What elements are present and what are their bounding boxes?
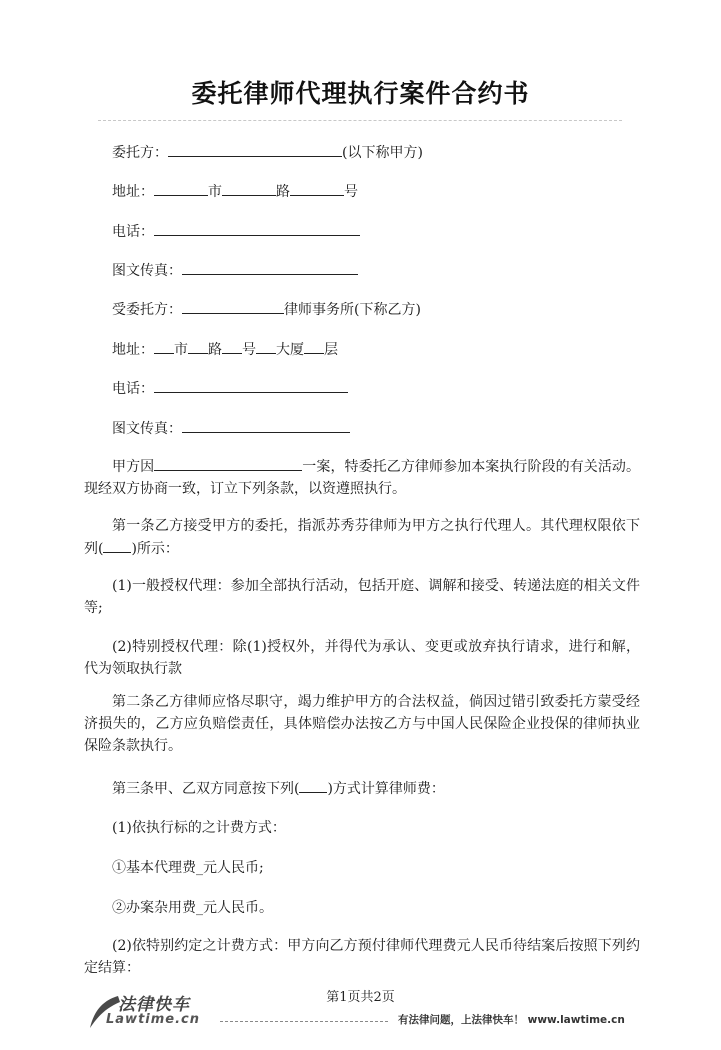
clause-3-item-2: (2)依特别约定之计费方式：甲方向乙方预付律师代理费元人民币待结案后按照下列约定结算： xyxy=(84,938,640,976)
intro-prefix: 甲方因 xyxy=(112,459,155,475)
agent-name-blank[interactable] xyxy=(182,298,284,314)
principal-label: 委托方： xyxy=(112,145,168,161)
principal-address-label: 地址： xyxy=(112,184,154,200)
agent-label: 受委托方： xyxy=(112,302,182,318)
agent-fax-blank[interactable] xyxy=(182,417,350,433)
clause-1-item-2: (2)特别授权代理：除(1)授权外，并得代为承认、变更或放弃执行请求，进行和解，代为领取执行款 xyxy=(84,639,640,677)
clause-3-option-blank[interactable] xyxy=(299,777,327,793)
clause-1-item-1: (1)一般授权代理：参加全部执行活动，包括开庭、调解和接受、转递法庭的相关文件等; xyxy=(84,578,640,616)
agent-phone-blank[interactable] xyxy=(154,377,348,393)
principal-city-label: 市 xyxy=(208,184,222,200)
agent-fax-line xyxy=(112,417,350,439)
lawtime-logo xyxy=(88,990,218,1030)
agent-city-blank[interactable] xyxy=(154,338,174,354)
agent-fax-label: 图文传真： xyxy=(112,421,182,437)
intro-paragraph xyxy=(84,455,640,500)
principal-phone-line xyxy=(112,220,360,242)
agent-road-blank[interactable] xyxy=(188,338,208,354)
agent-bldg-label: 大厦 xyxy=(276,342,304,358)
clause-3-item-1b: ②办案杂用费_元人民币。 xyxy=(112,900,273,916)
principal-fax-blank[interactable] xyxy=(182,259,358,275)
agent-phone-label: 电话： xyxy=(112,381,154,397)
principal-fax-label: 图文传真： xyxy=(112,263,182,279)
agent-no-blank[interactable] xyxy=(222,338,242,354)
agent-road-label: 路 xyxy=(208,342,222,358)
page-number: 第1页共2页 xyxy=(326,990,395,1005)
principal-road-label: 路 xyxy=(276,184,290,200)
principal-suffix: (以下称甲方) xyxy=(342,145,423,161)
title-divider xyxy=(98,120,622,121)
clause-3-item-1: (1)依执行标的之计费方式： xyxy=(112,820,286,836)
footer-slogan[interactable]: 有法律问题，上法律快车！ www.lawtime.cn xyxy=(398,1014,625,1026)
clause-1 xyxy=(84,515,640,560)
agent-line xyxy=(112,298,421,320)
clause-3 xyxy=(84,777,640,800)
clause-1-text: 第一条乙方接受甲方的委托，指派苏秀芬律师为甲方之执行代理人。其代理权限依下列( xyxy=(84,518,640,557)
agent-phone-line xyxy=(112,377,348,399)
clause-1-option-blank[interactable] xyxy=(103,537,131,553)
principal-road-blank[interactable] xyxy=(222,180,276,196)
logo-text-cn: 法律快车 xyxy=(118,995,190,1015)
principal-no-label: 号 xyxy=(344,184,358,200)
principal-phone-label: 电话： xyxy=(112,224,154,240)
intro-text: 一案，特委托乙方律师参加本案执行阶段的有关活动。现经双方协商一致，订立下列条款，以资遵照执行。 xyxy=(84,459,641,497)
clause-3-text: 第三条甲、乙双方同意按下列( xyxy=(112,781,300,797)
agent-address-line xyxy=(112,338,338,360)
agent-suffix: 律师事务所(下称乙方) xyxy=(284,302,421,318)
principal-no-blank[interactable] xyxy=(290,180,344,196)
clause-1-suffix: )所示： xyxy=(131,541,179,557)
logo-text-en: Lawtime.cn xyxy=(106,1012,200,1027)
agent-address-label: 地址： xyxy=(112,342,154,358)
principal-name-blank[interactable] xyxy=(168,141,342,157)
case-name-blank[interactable] xyxy=(154,455,302,471)
footer-divider xyxy=(220,1021,388,1022)
principal-city-blank[interactable] xyxy=(154,180,208,196)
principal-address-line xyxy=(112,180,358,202)
clause-3-item-1a: ①基本代理费_元人民币; xyxy=(112,860,264,876)
clause-2: 第二条乙方律师应恪尽职守，竭力维护甲方的合法权益，倘因过错引致委托方蒙受经济损失的，乙方应负赔偿责任，具体赔偿办法按乙方与中国人民保险企业投保的律师执业保险条款执行。 xyxy=(84,694,640,754)
agent-floor-blank[interactable] xyxy=(304,338,324,354)
agent-city-label: 市 xyxy=(174,342,188,358)
agent-no-label: 号 xyxy=(242,342,256,358)
principal-fax-line xyxy=(112,259,358,281)
clause-3-suffix: )方式计算律师费： xyxy=(327,781,445,797)
agent-floor-label: 层 xyxy=(324,342,338,358)
document-title: 委托律师代理执行案件合约书 xyxy=(191,79,530,108)
principal-phone-blank[interactable] xyxy=(154,220,360,236)
principal-line xyxy=(112,141,423,163)
agent-bldg-blank[interactable] xyxy=(256,338,276,354)
